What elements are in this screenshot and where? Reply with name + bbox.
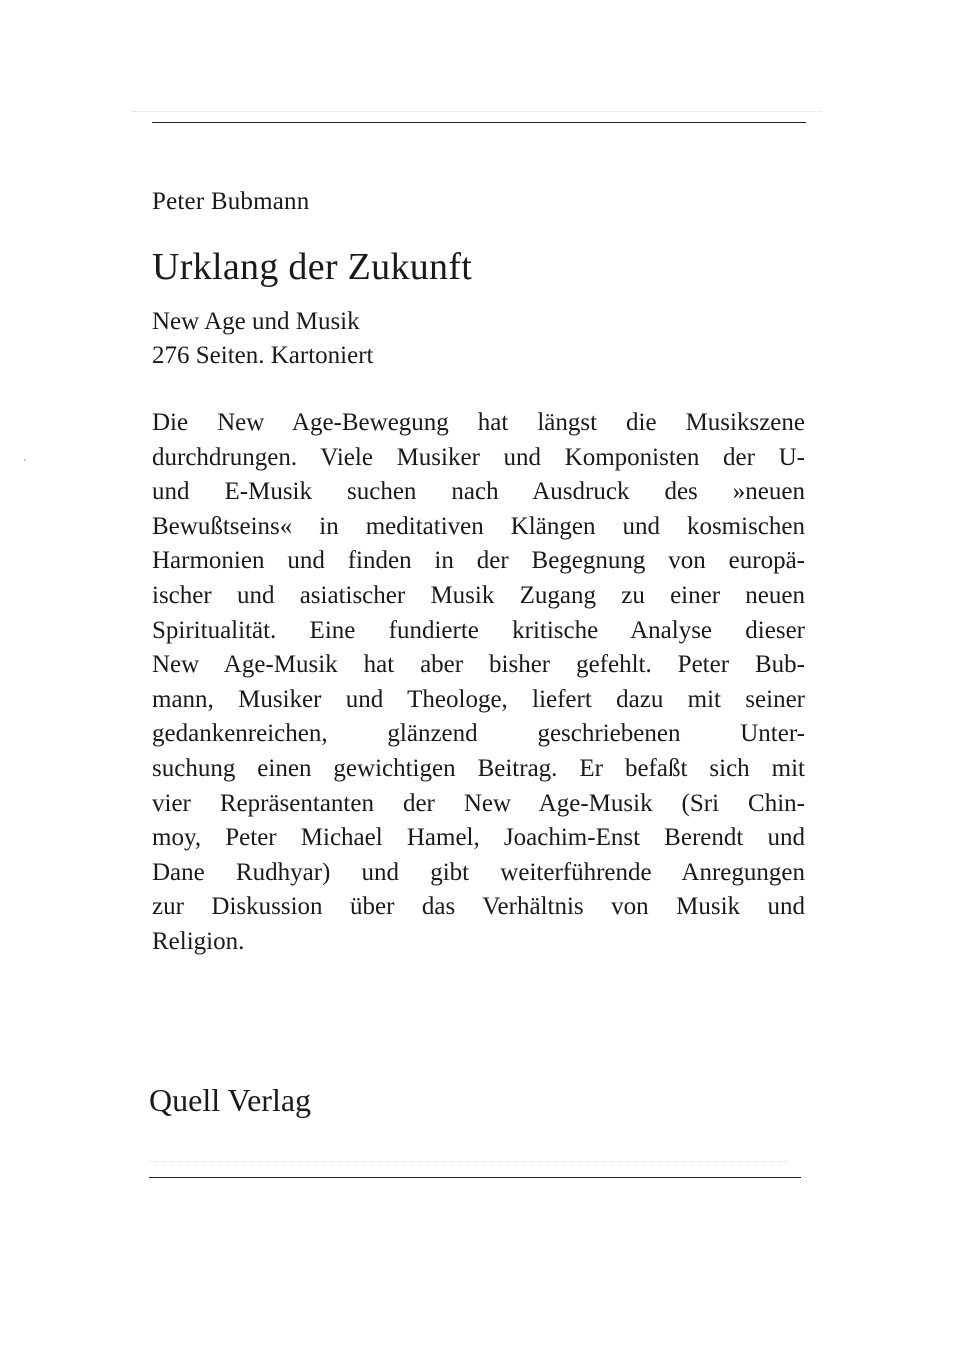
description-line: mann, Musiker und Theologe, liefert dazu mit seiner <box>152 685 805 713</box>
description-line: moy, Peter Michael Hamel, Joachim-Enst Berendt und <box>152 824 805 852</box>
description-line: Bewußtseins« in meditativen Klängen und kosmischen <box>152 512 805 540</box>
top-rule-faint <box>132 111 822 112</box>
top-rule <box>152 122 806 123</box>
bottom-rule <box>149 1177 801 1178</box>
description-line: Spiritualität. Eine fundierte kritische Analyse dieser <box>152 616 805 644</box>
description-line: ischer und asiatischer Musik Zugang zu einer neuen <box>152 581 805 609</box>
description-line: suchung einen gewichtigen Beitrag. Er befaßt sich mit <box>152 754 805 782</box>
description-line: Harmonien und finden in der Begegnung von europä- <box>152 547 805 575</box>
description-line: vier Repräsentanten der New Age-Musik (Sri Chin- <box>152 789 805 817</box>
description-line: Religion. <box>152 927 245 955</box>
description-line: gedankenreichen, glänzend geschriebenen Unter- <box>152 720 805 748</box>
book-details: 276 Seiten. Kartoniert <box>152 342 374 369</box>
description-line: und E-Musik suchen nach Ausdruck des »neuen <box>152 478 805 506</box>
description-line: Die New Age-Bewegung hat längst die Musikszene <box>152 409 805 436</box>
book-subtitle: New Age und Musik <box>152 308 360 335</box>
book-description <box>152 406 805 960</box>
book-title: Urklang der Zukunft <box>152 246 473 288</box>
description-line: New Age-Musik hat aber bisher gefehlt. Peter Bub- <box>152 651 805 679</box>
scan-speck <box>24 459 26 461</box>
author-name: Peter Bubmann <box>152 188 310 215</box>
publisher-name: Quell Verlag <box>149 1082 312 1118</box>
description-line: durchdrungen. Viele Musiker und Komponisten der U- <box>152 443 805 471</box>
bottom-rule-faint <box>149 1161 789 1162</box>
description-line: Dane Rudhyar) und gibt weiterführende Anregungen <box>152 858 805 886</box>
description-line: zur Diskussion über das Verhältnis von Musik und <box>152 893 805 921</box>
